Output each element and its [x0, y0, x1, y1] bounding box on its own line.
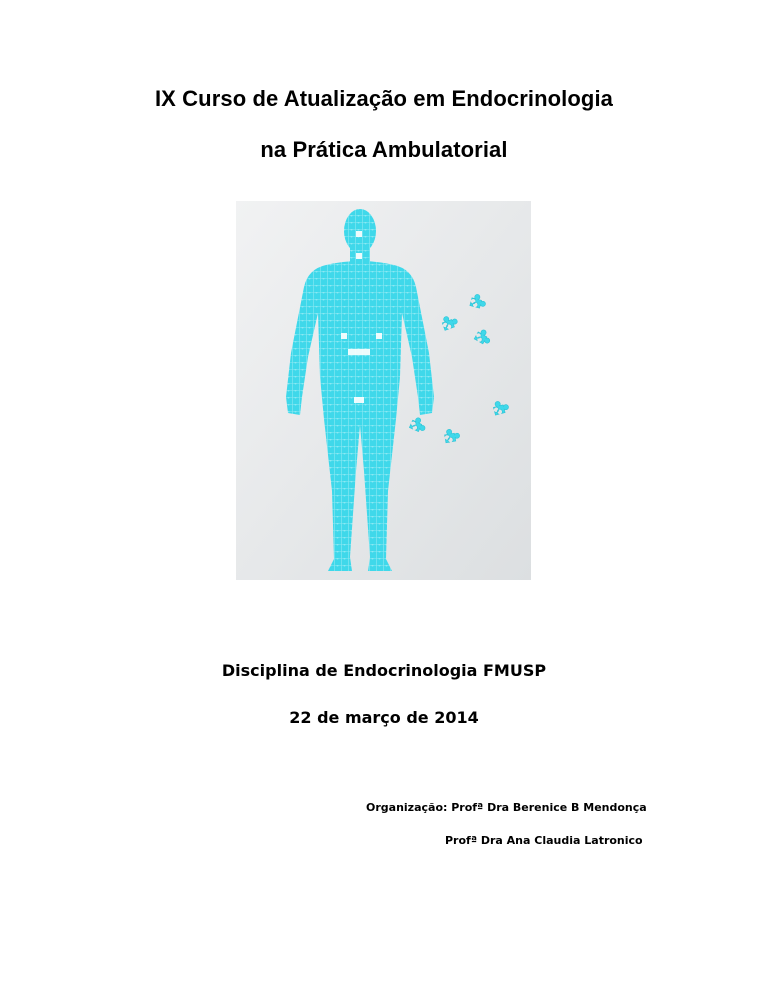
discipline-text: Disciplina de Endocrinologia FMUSP — [221, 661, 547, 680]
organization-line-2: Profª Dra Ana Claudia Latronico — [445, 834, 643, 847]
date-text: 22 de março de 2014 — [289, 708, 479, 727]
cover-image — [236, 201, 531, 580]
organization-line-1: Organização: Profª Dra Berenice B Mendonça — [366, 801, 647, 814]
title-line-2: na Prática Ambulatorial — [260, 137, 508, 162]
title-line-1: IX Curso de Atualização em Endocrinologia — [154, 86, 614, 111]
human-body-puzzle-icon — [236, 201, 531, 580]
